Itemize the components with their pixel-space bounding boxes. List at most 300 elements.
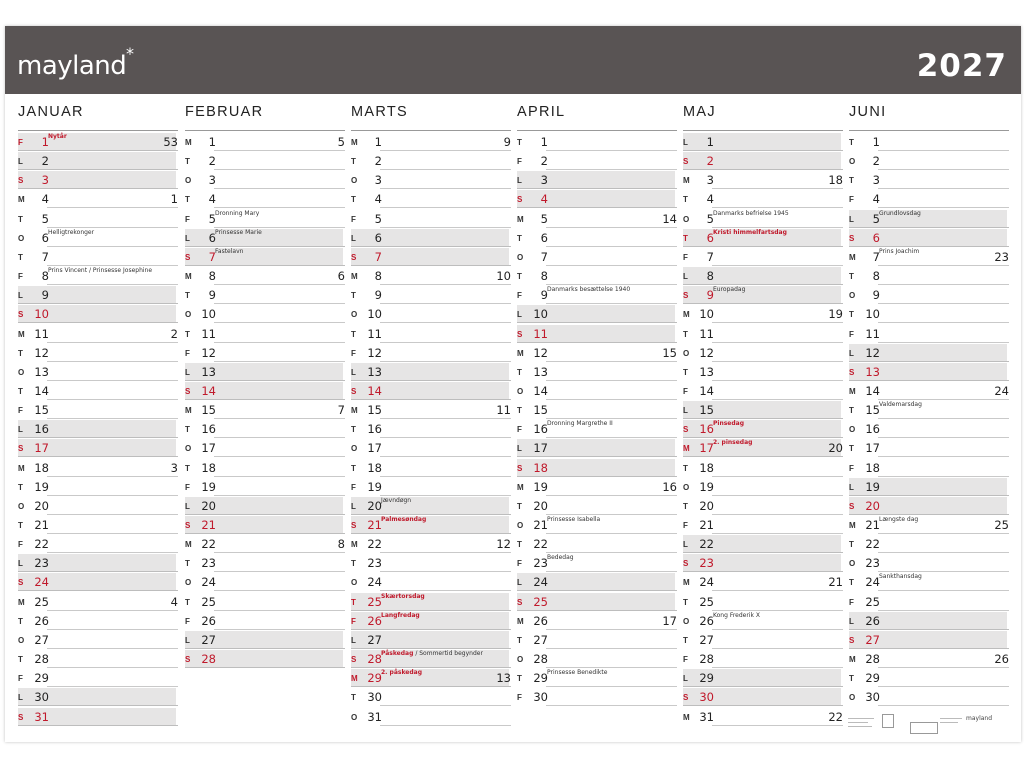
day-number: 8 <box>374 269 382 284</box>
day-row[interactable] <box>185 228 345 247</box>
day-row[interactable] <box>849 553 1009 572</box>
weekday-letter: T <box>18 214 23 224</box>
day-row[interactable] <box>683 611 843 630</box>
day-row[interactable] <box>351 630 511 649</box>
day-row[interactable] <box>18 381 178 400</box>
day-row[interactable] <box>185 534 345 553</box>
day-row[interactable] <box>18 304 178 323</box>
day-row[interactable] <box>18 707 178 726</box>
day-number: 6 <box>374 230 382 245</box>
weekday-letter: T <box>18 655 23 665</box>
day-row[interactable] <box>351 419 511 438</box>
day-row[interactable] <box>351 707 511 726</box>
day-row[interactable] <box>18 400 178 419</box>
day-row[interactable] <box>18 515 178 534</box>
day-row[interactable] <box>185 324 345 343</box>
weekday-letter: L <box>683 540 688 550</box>
weekday-letter: O <box>849 157 856 167</box>
day-number: 4 <box>706 192 714 207</box>
day-row[interactable] <box>351 285 511 304</box>
day-row[interactable] <box>517 419 677 438</box>
day-row[interactable] <box>517 458 677 477</box>
weekday-letter: F <box>683 386 688 396</box>
day-row[interactable] <box>517 132 677 151</box>
day-row[interactable] <box>351 170 511 189</box>
day-number: 3 <box>540 173 548 188</box>
day-number: 20 <box>865 498 880 513</box>
day-number: 18 <box>367 460 382 475</box>
day-row[interactable] <box>683 592 843 611</box>
day-row[interactable] <box>683 228 843 247</box>
day-row[interactable] <box>351 304 511 323</box>
day-row[interactable] <box>517 553 677 572</box>
day-row[interactable] <box>185 132 345 151</box>
day-note-text: Palmesøndag <box>381 516 427 523</box>
month-name: MAJ <box>683 104 716 120</box>
day-number: 15 <box>533 403 548 418</box>
day-row[interactable] <box>185 343 345 362</box>
month-divider <box>683 130 843 131</box>
day-row[interactable] <box>18 458 178 477</box>
day-row[interactable] <box>849 247 1009 266</box>
day-row[interactable] <box>18 285 178 304</box>
day-row[interactable] <box>185 611 345 630</box>
day-number: 9 <box>706 288 714 303</box>
month-divider <box>185 130 345 131</box>
day-row[interactable] <box>185 151 345 170</box>
day-number: 8 <box>41 269 49 284</box>
day-row[interactable] <box>185 285 345 304</box>
day-row[interactable] <box>683 515 843 534</box>
day-row[interactable] <box>18 362 178 381</box>
day-row[interactable] <box>849 132 1009 151</box>
day-row[interactable] <box>849 496 1009 515</box>
day-row[interactable] <box>517 515 677 534</box>
day-row[interactable] <box>849 534 1009 553</box>
weekday-letter: S <box>517 329 523 339</box>
day-row[interactable] <box>849 285 1009 304</box>
day-note-text: Nytår <box>48 133 67 140</box>
day-number: 16 <box>533 422 548 437</box>
day-number: 1 <box>872 135 880 149</box>
day-number: 3 <box>872 173 880 188</box>
weekday-letter: T <box>849 674 854 684</box>
weekday-letter: F <box>185 616 190 626</box>
day-row[interactable] <box>683 687 843 706</box>
day-row[interactable] <box>849 209 1009 228</box>
day-row[interactable] <box>351 189 511 208</box>
day-row[interactable] <box>351 324 511 343</box>
day-number: 23 <box>34 556 49 571</box>
day-row[interactable] <box>849 189 1009 208</box>
weekday-letter: S <box>351 521 357 530</box>
day-row[interactable] <box>683 247 843 266</box>
day-row[interactable] <box>683 132 843 151</box>
day-row[interactable] <box>185 515 345 534</box>
day-number: 4 <box>208 192 216 207</box>
day-number: 3 <box>374 173 382 188</box>
day-number: 12 <box>699 345 714 360</box>
day-row[interactable] <box>849 324 1009 343</box>
day-number: 29 <box>34 671 49 686</box>
day-row[interactable] <box>683 304 843 323</box>
day-row[interactable] <box>849 438 1009 457</box>
day-row[interactable] <box>517 687 677 706</box>
day-row[interactable] <box>849 343 1009 362</box>
day-row[interactable] <box>18 132 178 151</box>
day-row[interactable] <box>185 189 345 208</box>
day-row[interactable] <box>849 668 1009 687</box>
day-row[interactable] <box>185 630 345 649</box>
day-number: 10 <box>533 307 548 322</box>
weekday-letter: L <box>185 635 190 645</box>
day-row[interactable] <box>18 151 178 170</box>
day-row[interactable] <box>683 324 843 343</box>
day-number: 31 <box>699 709 714 724</box>
day-row[interactable] <box>683 438 843 457</box>
day-row[interactable] <box>683 477 843 496</box>
day-row[interactable] <box>683 572 843 591</box>
weekday-letter: T <box>683 367 688 377</box>
day-row[interactable] <box>517 400 677 419</box>
day-row[interactable] <box>18 496 178 515</box>
day-row[interactable] <box>351 534 511 553</box>
day-row[interactable] <box>351 458 511 477</box>
day-row[interactable] <box>849 362 1009 381</box>
day-row[interactable] <box>849 458 1009 477</box>
day-row[interactable] <box>351 132 511 151</box>
day-number: 9 <box>41 288 49 303</box>
day-row[interactable] <box>683 458 843 477</box>
day-row[interactable] <box>849 630 1009 649</box>
day-row[interactable] <box>517 630 677 649</box>
weekday-letter: M <box>849 386 856 396</box>
day-number: 14 <box>34 383 49 398</box>
day-row[interactable] <box>683 189 843 208</box>
weekday-letter: O <box>351 578 358 588</box>
weekday-letter: L <box>517 176 522 186</box>
day-number: 7 <box>208 249 216 264</box>
weekday-letter: T <box>683 501 688 511</box>
day-row[interactable] <box>517 151 677 170</box>
day-row[interactable] <box>683 400 843 419</box>
day-number: 5 <box>208 211 216 226</box>
day-row[interactable] <box>185 496 345 515</box>
day-number: 12 <box>367 345 382 360</box>
day-row[interactable] <box>849 611 1009 630</box>
day-note-text: Prinsesse Isabella <box>547 516 601 523</box>
day-row[interactable] <box>185 419 345 438</box>
day-row[interactable] <box>517 170 677 189</box>
day-number: 1 <box>540 135 548 149</box>
day-row[interactable] <box>18 438 178 457</box>
day-row[interactable] <box>185 170 345 189</box>
day-row[interactable] <box>517 189 677 208</box>
day-row[interactable] <box>351 400 511 419</box>
day-row[interactable] <box>185 572 345 591</box>
day-row[interactable] <box>351 687 511 706</box>
day-row[interactable] <box>185 247 345 266</box>
day-row[interactable] <box>185 362 345 381</box>
day-row[interactable] <box>185 381 345 400</box>
day-row[interactable] <box>18 592 178 611</box>
day-row[interactable] <box>18 649 178 668</box>
day-row[interactable] <box>351 611 511 630</box>
day-note <box>48 267 152 275</box>
weekday-letter: F <box>18 674 23 684</box>
weekday-letter: L <box>18 425 23 435</box>
day-row[interactable] <box>517 611 677 630</box>
day-number: 22 <box>699 537 714 552</box>
day-row[interactable] <box>351 343 511 362</box>
day-row[interactable] <box>185 592 345 611</box>
weekday-letter: S <box>351 252 357 262</box>
weekday-letter: M <box>683 444 690 454</box>
weekday-letter: M <box>517 348 524 358</box>
day-row[interactable] <box>351 553 511 572</box>
day-note-text: Bededag <box>547 554 574 562</box>
day-row[interactable] <box>517 247 677 266</box>
day-row[interactable] <box>683 151 843 170</box>
day-row[interactable] <box>18 189 178 208</box>
weekday-letter: L <box>683 138 688 147</box>
day-row[interactable] <box>517 649 677 668</box>
day-number: 23 <box>201 556 216 571</box>
day-row[interactable] <box>849 419 1009 438</box>
day-row[interactable] <box>683 630 843 649</box>
day-row[interactable] <box>683 707 843 726</box>
weekday-letter: M <box>18 463 25 473</box>
day-row[interactable] <box>18 687 178 706</box>
day-row[interactable] <box>18 534 178 553</box>
day-row[interactable] <box>18 228 178 247</box>
day-row[interactable] <box>517 438 677 457</box>
day-row[interactable] <box>18 668 178 687</box>
day-row[interactable] <box>849 687 1009 706</box>
day-row[interactable] <box>683 209 843 228</box>
day-row[interactable] <box>517 228 677 247</box>
day-number: 12 <box>533 345 548 360</box>
day-row[interactable] <box>351 515 511 534</box>
day-row[interactable] <box>18 170 178 189</box>
day-row[interactable] <box>683 343 843 362</box>
day-row[interactable] <box>849 400 1009 419</box>
day-row[interactable] <box>351 151 511 170</box>
day-row[interactable] <box>185 649 345 668</box>
day-row[interactable] <box>18 419 178 438</box>
day-row[interactable] <box>683 419 843 438</box>
day-number: 26 <box>699 613 714 628</box>
day-number: 12 <box>34 345 49 360</box>
day-row[interactable] <box>185 438 345 457</box>
day-row[interactable] <box>683 285 843 304</box>
weekday-letter: L <box>185 501 190 511</box>
weekday-letter: S <box>683 291 689 301</box>
weekday-letter: L <box>185 367 190 377</box>
day-row[interactable] <box>351 362 511 381</box>
day-row[interactable] <box>18 266 178 285</box>
day-row[interactable] <box>351 572 511 591</box>
day-number: 23 <box>699 556 714 571</box>
day-row[interactable] <box>185 304 345 323</box>
day-row[interactable] <box>517 534 677 553</box>
day-row[interactable] <box>185 477 345 496</box>
day-row[interactable] <box>18 343 178 362</box>
weekday-letter: T <box>185 463 190 473</box>
day-row[interactable] <box>517 324 677 343</box>
day-row[interactable] <box>18 553 178 572</box>
day-row[interactable] <box>517 592 677 611</box>
weekday-letter: L <box>351 501 356 511</box>
weekday-letter: F <box>849 195 854 205</box>
day-row[interactable] <box>351 247 511 266</box>
day-row[interactable] <box>683 668 843 687</box>
weekday-letter: T <box>849 138 854 147</box>
day-row[interactable] <box>185 458 345 477</box>
week-number: 9 <box>503 135 511 149</box>
day-number: 13 <box>201 364 216 379</box>
day-row[interactable] <box>351 477 511 496</box>
weekday-letter: M <box>849 521 856 530</box>
day-row[interactable] <box>185 553 345 572</box>
day-row[interactable] <box>185 266 345 285</box>
day-number: 7 <box>706 249 714 264</box>
day-number: 30 <box>533 690 548 705</box>
day-row[interactable] <box>849 592 1009 611</box>
day-number: 30 <box>865 690 880 705</box>
day-row[interactable] <box>351 209 511 228</box>
day-number: 3 <box>41 173 49 188</box>
weekday-letter: S <box>185 386 191 396</box>
day-row[interactable] <box>517 477 677 496</box>
day-row[interactable] <box>683 170 843 189</box>
day-row[interactable] <box>517 572 677 591</box>
day-number: 19 <box>201 479 216 494</box>
day-number: 6 <box>208 230 216 245</box>
day-row[interactable] <box>517 496 677 515</box>
month-divider <box>351 130 511 131</box>
day-row[interactable] <box>351 668 511 687</box>
day-number: 28 <box>699 652 714 667</box>
weekday-letter: F <box>351 348 356 358</box>
day-row[interactable] <box>351 438 511 457</box>
day-number: 18 <box>699 460 714 475</box>
day-note-text: Sankthansdag <box>879 573 922 581</box>
day-row[interactable] <box>517 285 677 304</box>
day-row[interactable] <box>351 381 511 400</box>
day-row[interactable] <box>683 496 843 515</box>
day-row[interactable] <box>517 304 677 323</box>
day-row[interactable] <box>849 151 1009 170</box>
day-row[interactable] <box>683 534 843 553</box>
day-row[interactable] <box>517 343 677 362</box>
weekday-letter: T <box>351 597 356 607</box>
day-row[interactable] <box>849 515 1009 534</box>
day-row[interactable] <box>351 649 511 668</box>
day-row[interactable] <box>849 228 1009 247</box>
day-note-text: Dronning Margrethe II <box>547 420 613 428</box>
day-row[interactable] <box>683 362 843 381</box>
day-row[interactable] <box>849 649 1009 668</box>
day-number: 4 <box>374 192 382 207</box>
day-row[interactable] <box>517 381 677 400</box>
day-note <box>879 516 918 524</box>
weekday-letter: O <box>517 386 524 396</box>
weekday-letter: L <box>849 616 854 626</box>
weekday-letter: F <box>351 482 356 492</box>
day-row[interactable] <box>517 362 677 381</box>
day-row[interactable] <box>18 477 178 496</box>
day-number: 11 <box>533 326 548 341</box>
day-number: 5 <box>872 211 880 226</box>
day-row[interactable] <box>517 209 677 228</box>
day-number: 28 <box>34 652 49 667</box>
weekday-letter: T <box>351 291 356 301</box>
day-row[interactable] <box>849 266 1009 285</box>
day-note <box>381 650 483 658</box>
day-number: 9 <box>374 288 382 303</box>
weekday-letter: S <box>683 559 689 569</box>
day-row[interactable] <box>517 668 677 687</box>
day-row[interactable] <box>849 304 1009 323</box>
day-row[interactable] <box>849 381 1009 400</box>
day-row[interactable] <box>351 592 511 611</box>
day-number: 2 <box>872 154 880 169</box>
day-number: 15 <box>699 403 714 418</box>
month-name: JUNI <box>849 104 887 120</box>
day-row[interactable] <box>351 228 511 247</box>
weekday-letter: O <box>849 291 856 301</box>
day-row[interactable] <box>18 572 178 591</box>
day-row[interactable] <box>683 649 843 668</box>
day-row[interactable] <box>683 381 843 400</box>
day-row[interactable] <box>849 572 1009 591</box>
day-row[interactable] <box>351 266 511 285</box>
day-number: 27 <box>699 632 714 647</box>
day-row[interactable] <box>18 630 178 649</box>
weekday-letter: O <box>18 501 25 511</box>
day-row[interactable] <box>185 400 345 419</box>
day-number: 21 <box>367 518 382 532</box>
day-row[interactable] <box>849 170 1009 189</box>
day-row[interactable] <box>185 209 345 228</box>
day-row[interactable] <box>18 611 178 630</box>
day-number: 28 <box>865 652 880 667</box>
day-number: 4 <box>872 192 880 207</box>
day-row[interactable] <box>18 247 178 266</box>
day-number: 8 <box>706 269 714 284</box>
weekday-letter: F <box>849 597 854 607</box>
day-row[interactable] <box>351 496 511 515</box>
day-note <box>879 573 922 581</box>
weekday-letter: S <box>351 655 357 665</box>
day-number: 6 <box>540 230 548 245</box>
week-number: 5 <box>337 135 345 149</box>
day-row[interactable] <box>18 209 178 228</box>
day-number: 16 <box>34 422 49 437</box>
day-number: 1 <box>208 135 216 149</box>
day-row[interactable] <box>683 553 843 572</box>
day-row[interactable] <box>18 324 178 343</box>
day-number: 13 <box>34 364 49 379</box>
weekday-letter: F <box>849 329 854 339</box>
day-row[interactable] <box>517 266 677 285</box>
footer-logo: mayland <box>966 715 993 722</box>
day-row[interactable] <box>849 477 1009 496</box>
weekday-letter: L <box>18 157 23 167</box>
weekday-letter: S <box>849 635 855 645</box>
day-row[interactable] <box>683 266 843 285</box>
